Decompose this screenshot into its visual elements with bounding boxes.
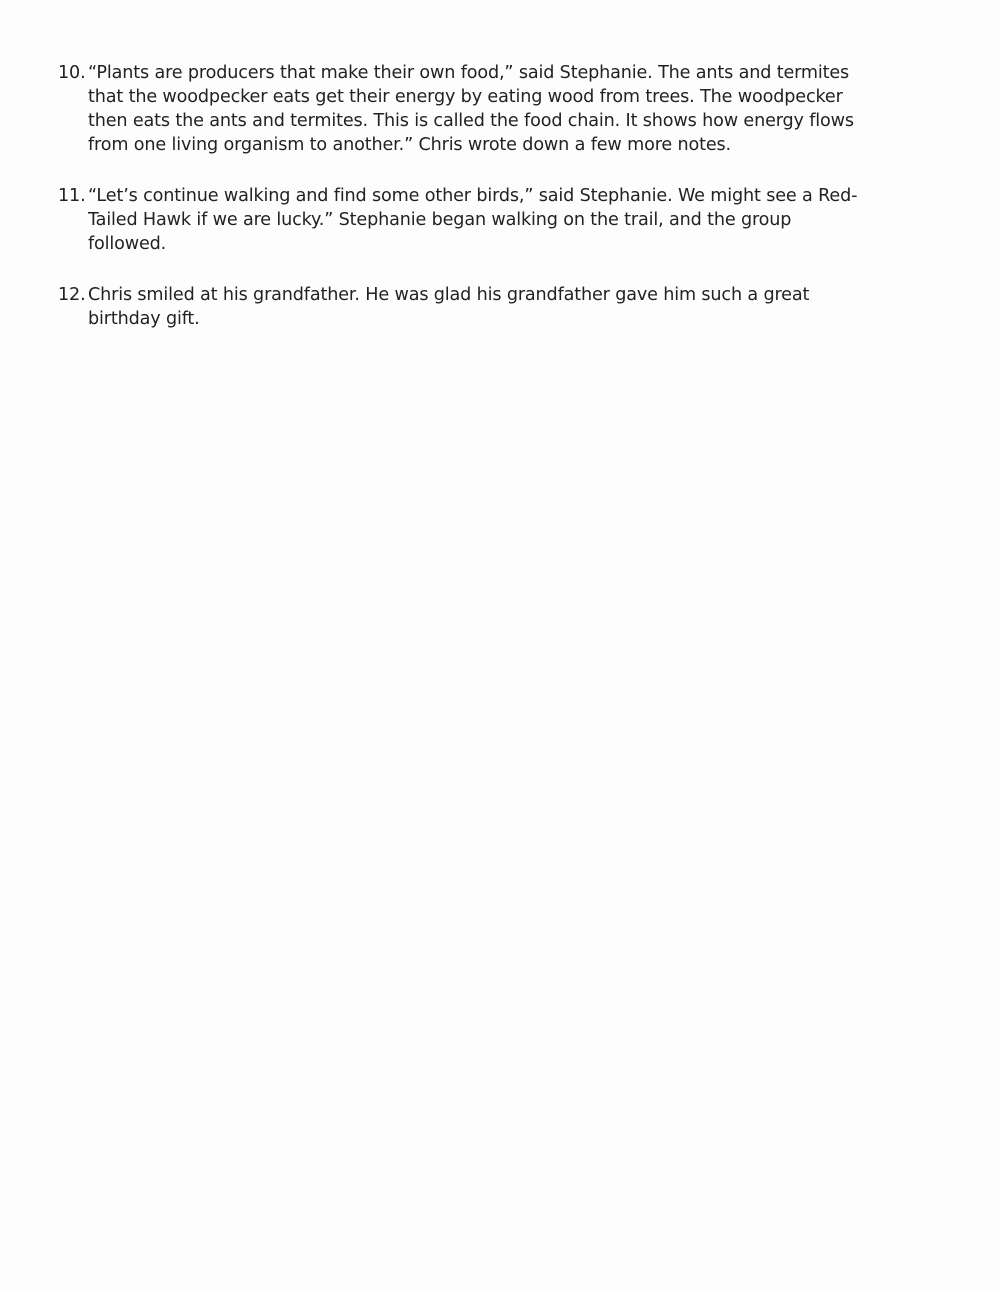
paragraph-line: followed. <box>88 234 167 254</box>
paragraph-line: from one living organism to another.” Chris wrote down a few more notes. <box>88 135 732 155</box>
paragraph-item-12 <box>58 283 938 331</box>
paragraph-number: 12. <box>58 285 86 305</box>
paragraph-number: 10. <box>58 63 86 83</box>
paragraph-line: Chris smiled at his grandfather. He was glad his grandfather gave him such a great <box>88 285 810 305</box>
paragraph-number: 11. <box>58 186 86 206</box>
paragraph-line: “Plants are producers that make their own food,” said Stephanie. The ants and termites <box>88 63 850 83</box>
paragraph-line: then eats the ants and termites. This is called the food chain. It shows how energy flows <box>88 111 854 131</box>
numbered-paragraph-list <box>58 61 938 358</box>
paragraph-line: “Let’s continue walking and find some other birds,” said Stephanie. We might see a Red- <box>88 186 858 206</box>
paragraph-line: Tailed Hawk if we are lucky.” Stephanie began walking on the trail, and the group <box>88 210 792 230</box>
paragraph-item-10 <box>58 61 938 157</box>
paragraph-line: birthday gift. <box>88 309 200 329</box>
paragraph-item-11 <box>58 184 938 256</box>
paragraph-line: that the woodpecker eats get their energy by eating wood from trees. The woodpecker <box>88 87 843 107</box>
